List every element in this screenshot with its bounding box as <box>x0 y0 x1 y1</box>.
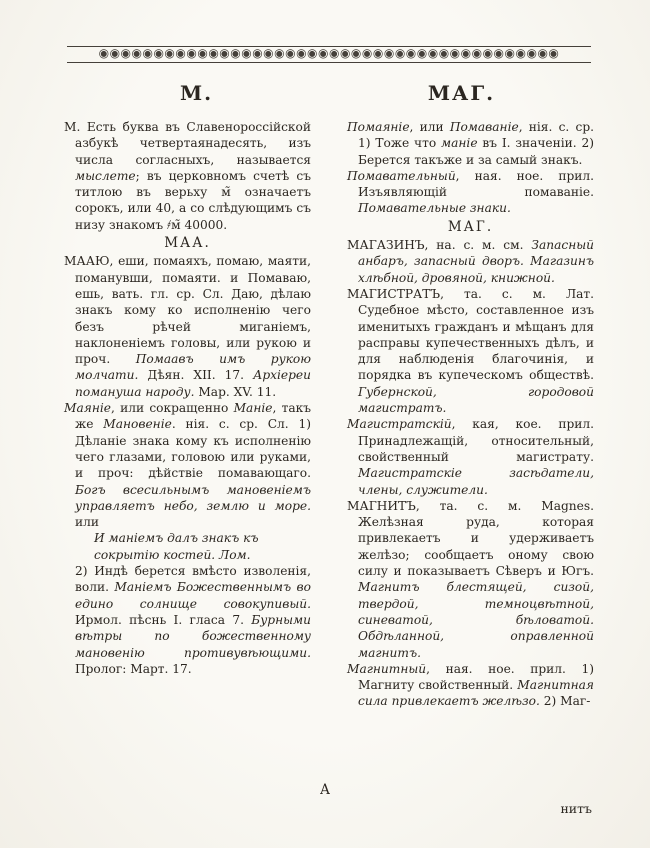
dictionary-entry: Магистратскій, кая, кое. прил. Принадлежащій, относительный, свойственный магистрату. Магистратскіе засѣдатели, члены, служители. <box>347 417 594 497</box>
verse-quote: И маніемъ далъ знакъ къ сокрытію костей. Лом. <box>94 531 259 562</box>
dictionary-entry: МАГНИТЪ, та. с. м. Magnes. Желѣзная руда, которая привлекаетъ и удерживаетъ желѣзо; сообщаетъ оному свою силу и показываетъ Сѣверъ и Югъ. Магнитъ блестящей, сизой, твердой, темноцвѣтной, синеватой, бѣловатой. Обдѣланной, оправленной магнитъ. <box>347 498 594 660</box>
running-heads <box>64 81 594 105</box>
dictionary-entry: Помавательный, ная. ное. прил. Изъявляющій помаваніе. Помавательные знаки. <box>347 168 594 216</box>
dictionary-entry: Маяніе, или сокращенно Маніе, такъ же Мановеніе. нія. с. ср. Сл. 1) Дѣланіе знака кому къ исполненію чего глазами, головою или руками, и проч: дѣйствіе помавающаго. Богъ всесильнымъ мановеніемъ управляетъ небо, землю и море. или <box>64 401 311 530</box>
running-head-left: М. <box>179 81 214 105</box>
section-heading: МАА. <box>164 235 211 252</box>
dictionary-entry: Помаяніе, или Помаваніе, нія. с. ср. 1) Тоже что маніе въ I. значеніи. 2) Берется такъже и за самый знакъ. <box>347 120 594 167</box>
dictionary-entry: 2) Индѣ берется вмѣсто изволенія, воли. Маніемъ Божественнымъ во едино солнище совокупивый. Ирмол. пѣснь I. гласа 7. Бурными вѣтры по божественному мановенію противувѣющими. Пролог: Март. 17. <box>75 564 311 676</box>
text-columns <box>64 119 594 710</box>
catchword: нитъ <box>560 801 592 816</box>
dictionary-entry: М. Есть буква въ Славенороссійской азбукѣ четвертаянадесять, изъ числа согласныхъ, называется мыслете; въ церковномъ счетѣ съ титлою въ верьху м̃ означаетъ сорокъ, или 40, а со слѣдующимъ съ низу знакомъ ҂м̃ 40000. <box>64 120 311 232</box>
column-right <box>347 119 594 710</box>
running-head-right: МАГ. <box>427 81 496 105</box>
dictionary-entry: МАГАЗИНЪ, на. с. м. см. Запасный анбаръ, запасный дворъ. Магазинъ хлѣбной, дровяной, книжной. <box>347 238 594 285</box>
dictionary-entry: Магнитный, ная. ное. прил. 1) Магниту свойственный. Магнитная сила привлекаетъ желѣзо. 2) Маг- <box>347 661 594 709</box>
dictionary-entry: МАГИСТРАТЪ, та. с. м. Лат. Судебное мѣсто, составленное изъ именитыхъ гражданъ и мѣщанъ для расправы купечественныхъ дѣлъ, и для наблюденія благочинія, и порядка въ купеческомъ обществѣ. Губернской, городовой магистратъ. <box>347 286 594 416</box>
ornament-band: ◉◉◉◉◉◉◉◉◉◉◉◉◉◉◉◉◉◉◉◉◉◉◉◉◉◉◉◉◉◉◉◉◉◉◉◉◉◉◉◉◉◉ <box>67 46 591 63</box>
column-left <box>64 119 311 710</box>
dictionary-entry: МААЮ, еши, помаяхъ, помаю, маяти, поманувши, помаяти. и Помаваю, ешь, вать. гл. ср. Сл. Даю, дѣлаю знакъ кому ко исполненію чего безъ рѣчей миганіемъ, наклоненіемъ головы, или рукою и проч. Помаавъ имъ рукою молчати. Дѣян. XII. 17. Архіереи помануша народу. Мар. XV. 11. <box>64 254 311 399</box>
section-heading: МАГ. <box>447 218 494 235</box>
signature-mark: А <box>319 782 331 798</box>
